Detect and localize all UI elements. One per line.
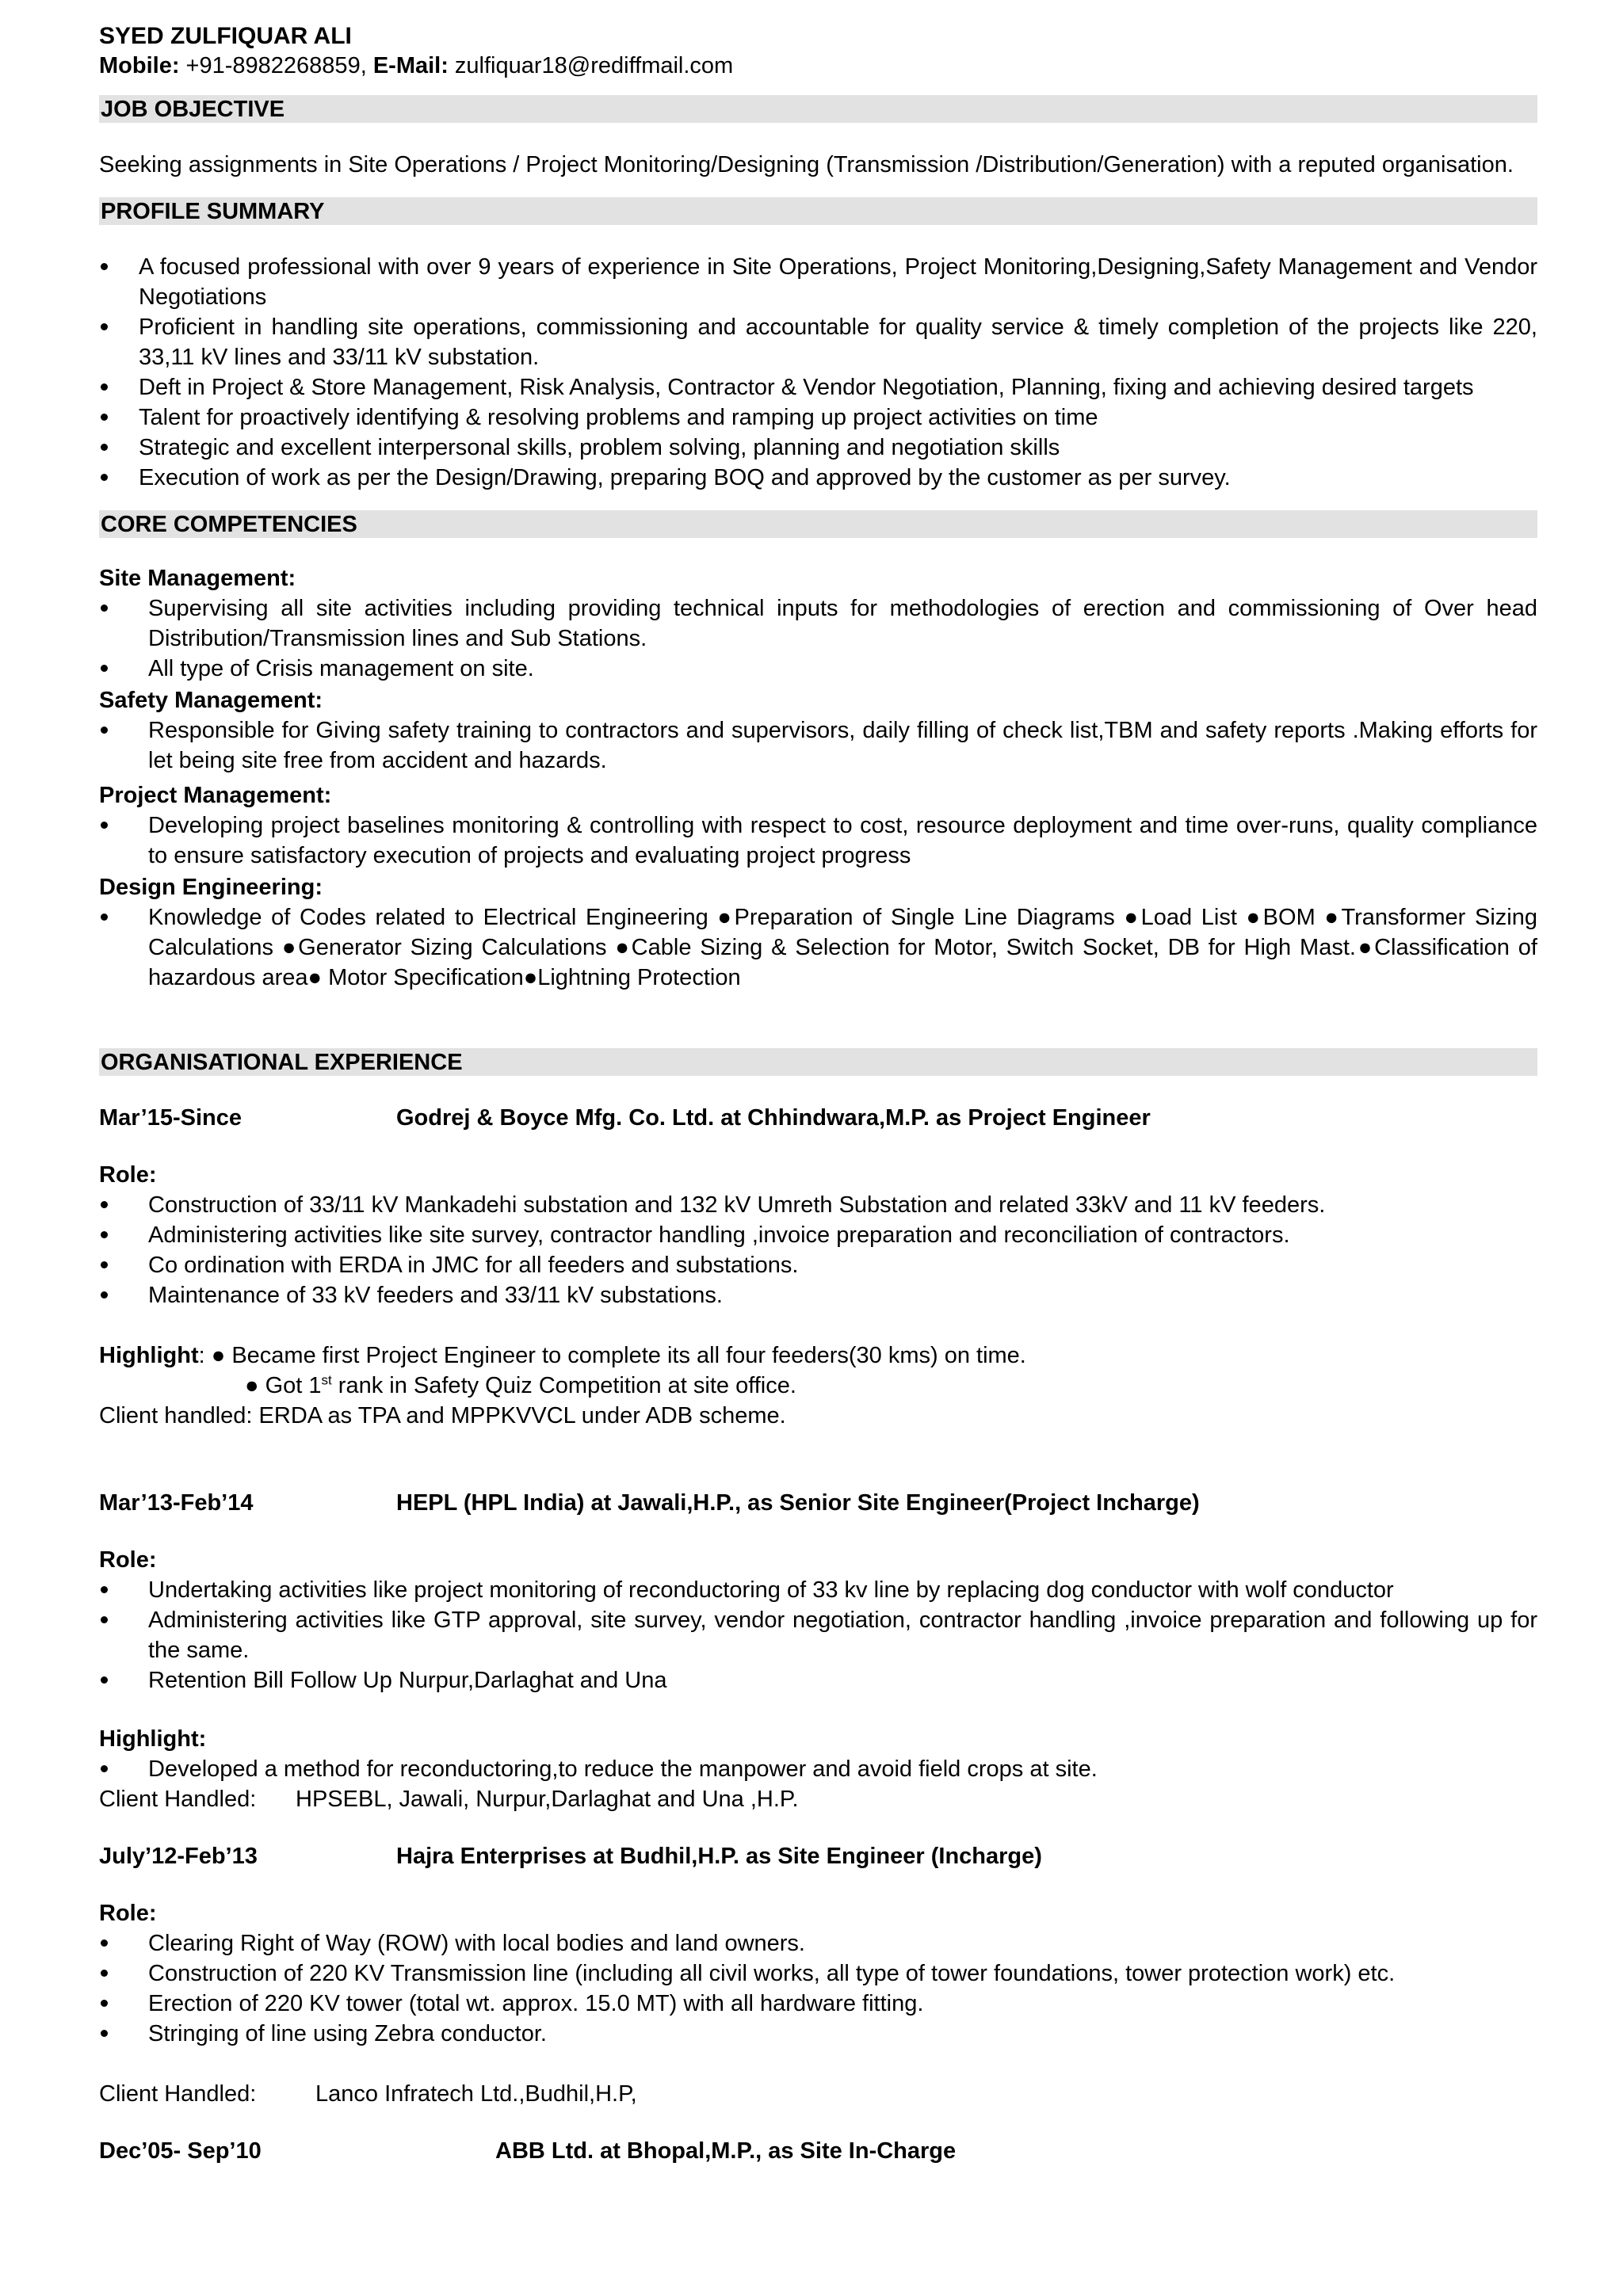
highlight-text: ● Got 1 <box>245 1373 322 1398</box>
project-management-list <box>99 810 1537 871</box>
list-item: Stringing of line using Zebra conductor. <box>99 2019 1537 2049</box>
role-label: Role: <box>99 1901 157 1926</box>
client-value: Lanco Infratech Ltd.,Budhil,H.P, <box>315 2081 637 2107</box>
client-handled <box>99 1784 1537 1814</box>
job-date: July’12-Feb’13 <box>99 1844 258 1869</box>
job-date: Dec’05- Sep’10 <box>99 2138 262 2164</box>
job-objective-text: Seeking assignments in Site Operations / Project Monitoring/Designing (Transmission /Distribution/Generation) with a reputed organisation. <box>99 152 1514 177</box>
safety-management-list <box>99 715 1537 776</box>
list-item: Developed a method for reconductoring,to reduce the manpower and avoid field crops at site. <box>99 1754 1537 1784</box>
list-item: Developing project baselines monitoring & controlling with respect to cost, resource deployment and time over-runs, quality compliance to ensure satisfactory execution of projects and evaluating project progress <box>99 810 1537 871</box>
client-label: Client Handled: <box>99 2081 257 2107</box>
highlight-label: Highlight <box>99 1343 199 1368</box>
list-item: A focused professional with over 9 years of experience in Site Operations, Project Monitoring,Designing,Safety Management and Vendor Negotiations <box>99 252 1537 312</box>
email-address: zulfiquar18@rediffmail.com <box>448 53 734 78</box>
profile-summary-list <box>99 252 1537 493</box>
section-profile-summary: PROFILE SUMMARY <box>99 197 1537 225</box>
list-item: Proficient in handling site operations, commissioning and accountable for quality service & timely completion of the projects like 220, 33,11 kV lines and 33/11 kV substation. <box>99 312 1537 372</box>
design-engineering-heading: Design Engineering: <box>99 875 323 900</box>
site-management-list <box>99 593 1537 684</box>
client-value: HPSEBL, Jawali, Nurpur,Darlaghat and Una ,H.P. <box>296 1787 799 1812</box>
highlight-label: Highlight: <box>99 1726 207 1752</box>
site-management-heading: Site Management: <box>99 566 296 591</box>
list-item: Knowledge of Codes related to Electrical Engineering ●Preparation of Single Line Diagrams ●Load List ●BOM ●Transformer Sizing Calculations ●Generator Sizing Calculations ●Cable Sizing & Selection for Motor, Switch Socket, DB for High Mast.●Classification of hazardous area● Motor Specification●Lightning Protection <box>99 902 1537 993</box>
design-engineering-list <box>99 902 1537 993</box>
client-label: Client Handled: <box>99 1787 257 1812</box>
resume-page <box>99 22 1537 2166</box>
role-label: Role: <box>99 1162 157 1188</box>
list-item: Erection of 220 KV tower (total wt. approx. 15.0 MT) with all hardware fitting. <box>99 1989 1537 2019</box>
superscript: st <box>321 1372 332 1388</box>
list-item: Execution of work as per the Design/Drawing, preparing BOQ and approved by the customer as per survey. <box>99 463 1537 493</box>
section-organisational-experience: ORGANISATIONAL EXPERIENCE <box>99 1048 1537 1076</box>
job-org: Hajra Enterprises at Budhil,H.P. as Site Engineer (Incharge) <box>396 1844 1042 1869</box>
job-date: Mar’13-Feb’14 <box>99 1490 254 1516</box>
job-date: Mar’15-Since <box>99 1105 242 1131</box>
section-job-objective: JOB OBJECTIVE <box>99 95 1537 123</box>
list-item: All type of Crisis management on site. <box>99 654 1537 684</box>
list-item: Construction of 33/11 kV Mankadehi substation and 132 kV Umreth Substation and related 33kV and 11 kV feeders. <box>99 1190 1537 1220</box>
list-item: Supervising all site activities including providing technical inputs for methodologies of erection and commissioning of Over head Distribution/Transmission lines and Sub Stations. <box>99 593 1537 654</box>
list-item: Maintenance of 33 kV feeders and 33/11 kV substations. <box>99 1280 1537 1310</box>
list-item: Undertaking activities like project monitoring of reconductoring of 33 kv line by replacing dog conductor with wolf conductor <box>99 1575 1537 1605</box>
job-roles-list <box>99 1190 1537 1310</box>
email-label: E-Mail: <box>372 53 449 78</box>
list-item: Talent for proactively identifying & resolving problems and ramping up project activities on time <box>99 402 1537 433</box>
list-item: Administering activities like site survey, contractor handling ,invoice preparation and reconciliation of contractors. <box>99 1220 1537 1250</box>
job-highlight-2 <box>99 1371 1537 1401</box>
candidate-name: SYED ZULFIQUAR ALI <box>99 23 352 49</box>
highlight-text: : ● Became first Project Engineer to complete its all four feeders(30 kms) on time. <box>198 1343 1026 1368</box>
safety-management-heading: Safety Management: <box>99 688 323 713</box>
client-handled <box>99 2079 1537 2109</box>
list-item: Administering activities like GTP approval, site survey, vendor negotiation, contractor handling ,invoice preparation and following up for the same. <box>99 1605 1537 1665</box>
job-header <box>99 1103 1537 1133</box>
list-item: Strategic and excellent interpersonal skills, problem solving, planning and negotiation skills <box>99 433 1537 463</box>
job-roles-list <box>99 1928 1537 2049</box>
section-core-competencies: CORE COMPETENCIES <box>99 510 1537 538</box>
highlight-text: rank in Safety Quiz Competition at site office. <box>331 1373 796 1398</box>
mobile-label: Mobile: <box>99 53 180 78</box>
list-item: Co ordination with ERDA in JMC for all feeders and substations. <box>99 1250 1537 1280</box>
project-management-heading: Project Management: <box>99 783 332 808</box>
job-org: HEPL (HPL India) at Jawali,H.P., as Senior Site Engineer(Project Incharge) <box>396 1490 1200 1516</box>
job-header <box>99 1488 1537 1518</box>
mobile-number: +91-8982268859, <box>179 53 367 78</box>
list-item: Clearing Right of Way (ROW) with local bodies and land owners. <box>99 1928 1537 1958</box>
contact-line <box>99 51 1537 81</box>
list-item: Responsible for Giving safety training to contractors and supervisors, daily filling of check list,TBM and safety reports .Making efforts for let being site free from accident and hazards. <box>99 715 1537 776</box>
list-item: Construction of 220 KV Transmission line (including all civil works, all type of tower foundations, tower protection work) etc. <box>99 1958 1537 1989</box>
list-item: Retention Bill Follow Up Nurpur,Darlaghat and Una <box>99 1665 1537 1695</box>
job-org: Godrej & Boyce Mfg. Co. Ltd. at Chhindwara,M.P. as Project Engineer <box>396 1105 1151 1131</box>
job-header <box>99 1841 1537 1871</box>
role-label: Role: <box>99 1547 157 1573</box>
job-org: ABB Ltd. at Bhopal,M.P., as Site In-Charge <box>495 2138 957 2164</box>
job-highlight <box>99 1341 1537 1371</box>
job-roles-list <box>99 1575 1537 1695</box>
client-handled: Client handled: ERDA as TPA and MPPKVVCL under ADB scheme. <box>99 1403 786 1428</box>
job-highlights-list <box>99 1754 1537 1784</box>
list-item: Deft in Project & Store Management, Risk Analysis, Contractor & Vendor Negotiation, Planning, fixing and achieving desired targets <box>99 372 1537 402</box>
job-header <box>99 2136 1537 2166</box>
